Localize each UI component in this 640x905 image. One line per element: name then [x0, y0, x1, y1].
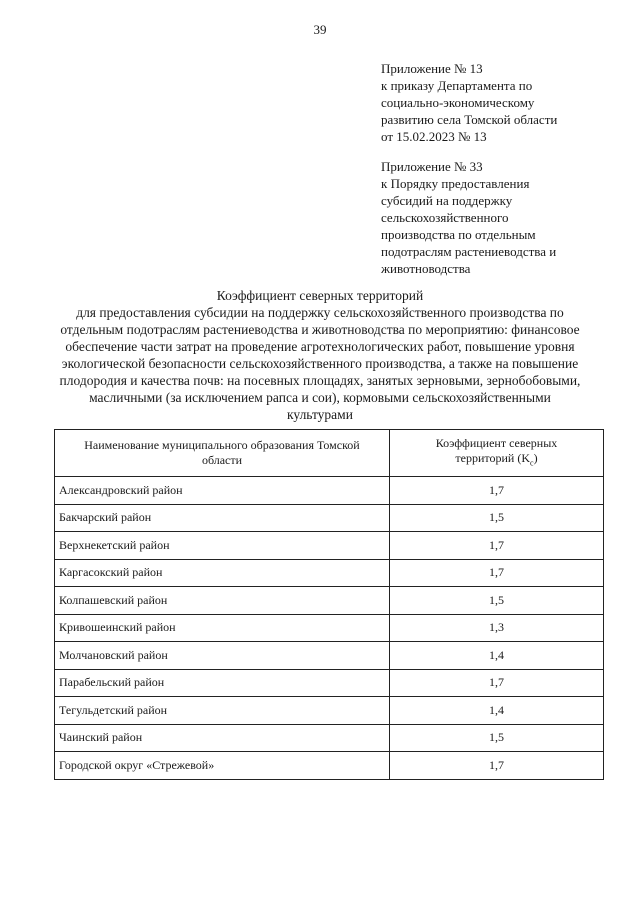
table-row — [55, 559, 604, 587]
appendix-33-line: подотраслям растениеводства и — [381, 244, 557, 259]
table-row — [55, 724, 604, 752]
heading-line: экологической безопасности сельскохозяйственного производства, а также на повышение — [61, 356, 579, 371]
table-header-row — [55, 430, 604, 477]
heading-line: отдельным подотраслям растениеводства и животноводства по мероприятию: финансовое — [60, 322, 580, 337]
header-coefficient-line2: территорий (K — [455, 450, 531, 465]
appendix-33-line: животноводства — [381, 261, 471, 276]
appendix-33-line: производства по отдельным — [381, 227, 536, 242]
table-row — [55, 752, 604, 780]
coefficient-value: 1,7 — [390, 477, 604, 505]
document-heading — [40, 287, 600, 423]
table-row — [55, 477, 604, 505]
municipality-name: Бакчарский район — [55, 504, 390, 532]
table-row — [55, 642, 604, 670]
appendix-33-line: Приложение № 33 — [381, 159, 483, 174]
appendix-33-line: сельскохозяйственного — [381, 210, 509, 225]
appendix-13-block — [381, 60, 621, 145]
appendix-13-line: от 15.02.2023 № 13 — [381, 129, 487, 144]
heading-line: обеспечение части затрат на проведение агротехнологических работ, повышение уровня — [65, 339, 575, 354]
heading-line: масличными (за исключением рапса и сои), кормовыми сельскохозяйственными — [89, 390, 551, 405]
coefficient-value: 1,5 — [390, 724, 604, 752]
municipality-name: Городской округ «Стрежевой» — [55, 752, 390, 780]
appendix-13-line: к приказу Департамента по — [381, 78, 533, 93]
appendix-13-line: Приложение № 13 — [381, 61, 483, 76]
coefficient-value: 1,7 — [390, 669, 604, 697]
appendix-33-line: к Порядку предоставления — [381, 176, 530, 191]
coefficient-value: 1,4 — [390, 697, 604, 725]
table-row — [55, 669, 604, 697]
municipality-name: Александровский район — [55, 477, 390, 505]
header-municipality-line2: области — [201, 453, 243, 467]
coefficient-value: 1,5 — [390, 587, 604, 615]
header-coefficient — [390, 430, 604, 477]
table-row — [55, 587, 604, 615]
municipality-name: Каргасокский район — [55, 559, 390, 587]
municipality-name: Тегульдетский район — [55, 697, 390, 725]
header-municipality-line1: Наименование муниципального образования Томской — [84, 438, 360, 452]
appendix-13-line: социально-экономическому — [381, 95, 535, 110]
municipality-name: Чаинский район — [55, 724, 390, 752]
table-row — [55, 697, 604, 725]
header-coefficient-line1: Коэффициент северных — [435, 435, 558, 450]
heading-line: для предоставления субсидии на поддержку сельскохозяйственного производства по — [76, 305, 564, 320]
header-coefficient-subscript: с — [530, 458, 534, 468]
appendix-33-line: субсидий на поддержку — [381, 193, 513, 208]
header-coefficient-close: ) — [533, 450, 538, 465]
table-row — [55, 532, 604, 560]
municipality-name: Молчановский район — [55, 642, 390, 670]
coefficient-value: 1,7 — [390, 532, 604, 560]
coefficient-value: 1,4 — [390, 642, 604, 670]
municipality-name: Верхнекетский район — [55, 532, 390, 560]
coefficient-value: 1,7 — [390, 559, 604, 587]
coefficient-value: 1,3 — [390, 614, 604, 642]
page-number: 39 — [313, 22, 327, 37]
municipality-name: Кривошеинский район — [55, 614, 390, 642]
coefficient-value: 1,5 — [390, 504, 604, 532]
municipality-name: Парабельский район — [55, 669, 390, 697]
appendix-33-block — [381, 158, 621, 277]
heading-line: культурами — [287, 407, 353, 422]
heading-title: Коэффициент северных территорий — [216, 288, 424, 303]
appendix-13-line: развитию села Томской области — [381, 112, 558, 127]
municipality-name: Колпашевский район — [55, 587, 390, 615]
coefficient-value: 1,7 — [390, 752, 604, 780]
table-row — [55, 614, 604, 642]
heading-line: плодородия и качества почв: на посевных площадях, занятых зерновыми, зернобобовыми, — [59, 373, 581, 388]
coefficient-table — [54, 429, 604, 780]
header-municipality — [55, 430, 390, 477]
table-row — [55, 504, 604, 532]
